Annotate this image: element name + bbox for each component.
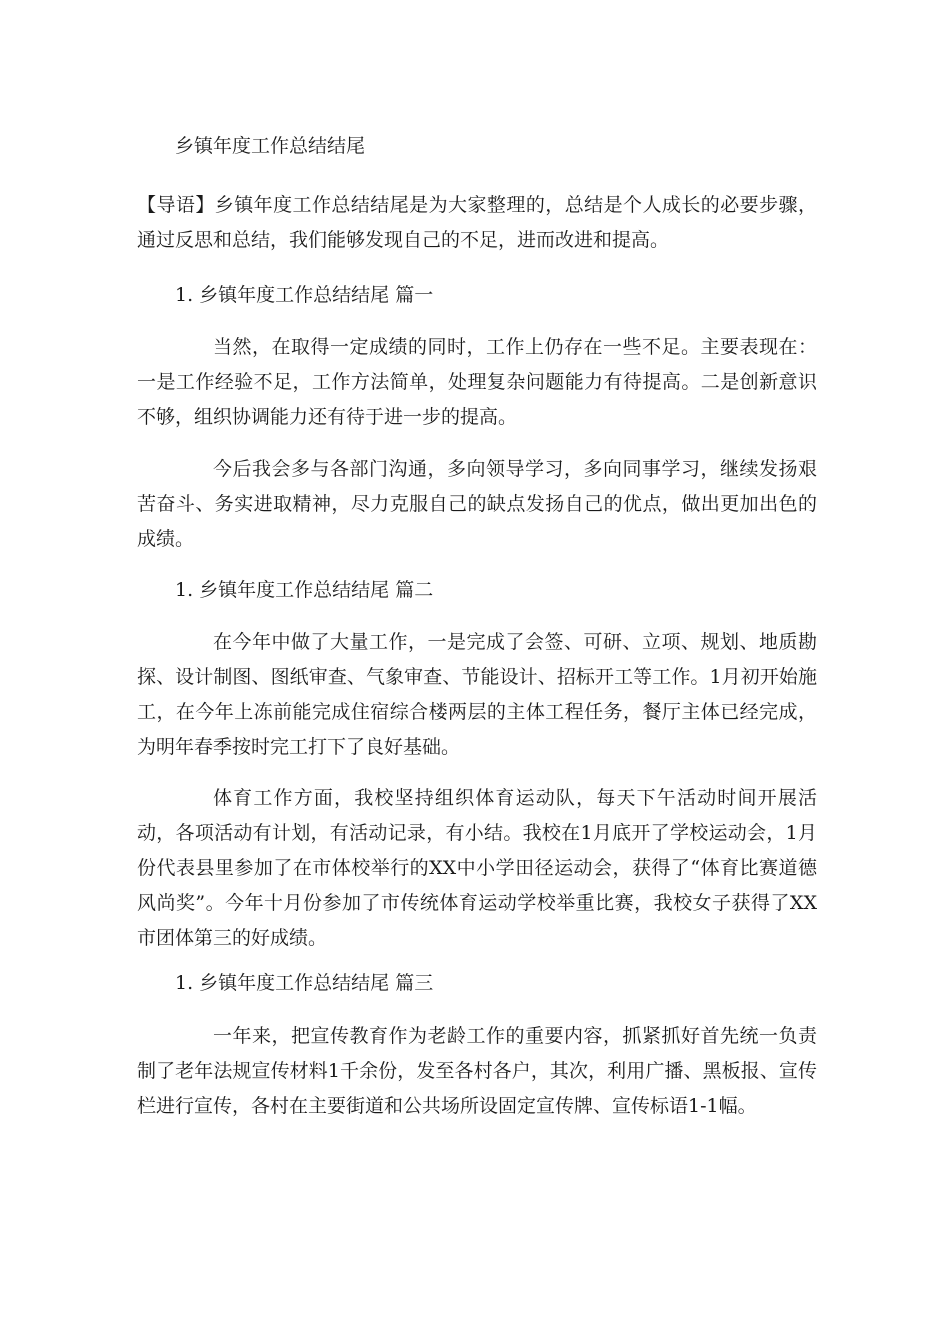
- section-1-paragraph-1: 当然，在取得一定成绩的同时，工作上仍存在一些不足。主要表现在：一是工作经验不足，工作方法简单，处理复杂问题能力有待提高。二是创新意识不够，组织协调能力还有待于进一步的提高。: [137, 336, 817, 428]
- section-heading-3: 1. 乡镇年度工作总结结尾 篇三: [175, 972, 434, 994]
- section-2-paragraph-2: 体育工作方面，我校坚持组织体育运动队，每天下午活动时间开展活动，各项活动有计划，有活动记录，有小结。我校在1月底开了学校运动会，1月份代表县里参加了在市体校举行的XX中小学田径运动会，获得了“体育比赛道德风尚奖”。今年十月份参加了市传统体育运动学校举重比赛，我校女子获得了XX市团体第三的好成绩。: [137, 787, 817, 949]
- section-heading-2: 1. 乡镇年度工作总结结尾 篇二: [175, 579, 434, 601]
- section-3-paragraph-1: 一年来，把宣传教育作为老龄工作的重要内容，抓紧抓好首先统一负责制了老年法规宣传材料1千余份，发至各村各户，其次，利用广播、黑板报、宣传栏进行宣传，各村在主要街道和公共场所设固定宣传牌、宣传标语1-1幅。: [137, 1025, 817, 1117]
- intro-paragraph: 【导语】乡镇年度工作总结结尾是为大家整理的，总结是个人成长的必要步骤，通过反思和总结，我们能够发现自己的不足，进而改进和提高。: [137, 194, 817, 251]
- section-heading-1: 1. 乡镇年度工作总结结尾 篇一: [175, 284, 434, 306]
- section-1-paragraph-2: 今后我会多与各部门沟通，多向领导学习，多向同事学习，继续发扬艰苦奋斗、务实进取精神，尽力克服自己的缺点发扬自己的优点，做出更加出色的成绩。: [137, 458, 817, 550]
- document-title: 乡镇年度工作总结结尾: [175, 135, 366, 157]
- section-2-paragraph-1: 在今年中做了大量工作，一是完成了会签、可研、立项、规划、地质勘探、设计制图、图纸审查、气象审查、节能设计、招标开工等工作。1月初开始施工，在今年上冻前能完成住宿综合楼两层的主体工程任务，餐厅主体已经完成，为明年春季按时完工打下了良好基础。: [137, 631, 817, 758]
